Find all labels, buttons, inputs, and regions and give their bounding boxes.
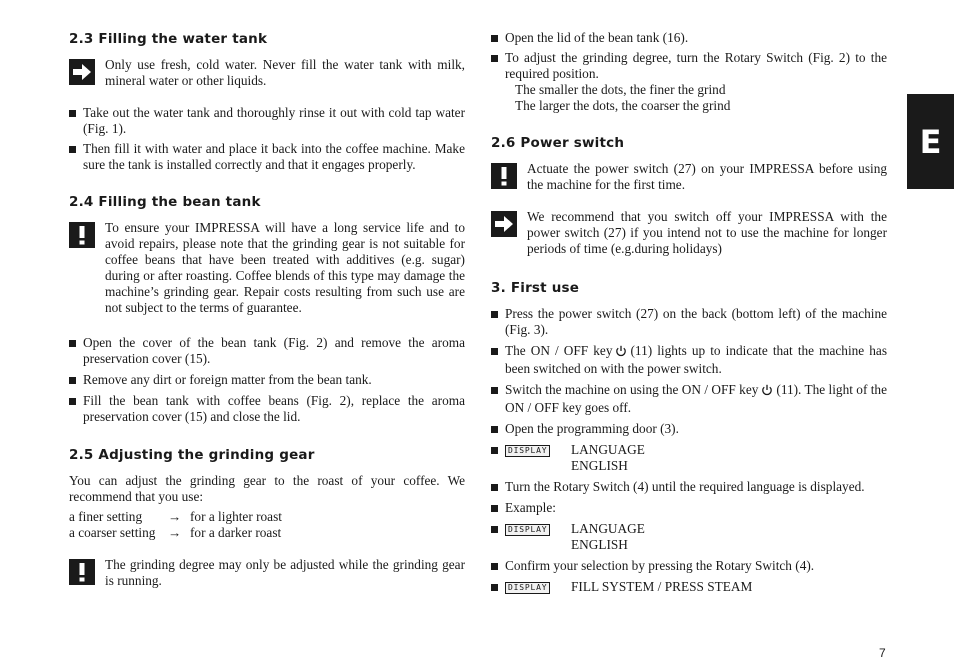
exclamation-icon — [69, 559, 95, 585]
display-badge: DISPLAY — [505, 445, 550, 457]
display-badge: DISPLAY — [505, 582, 550, 594]
list-item: The ON / OFF key (11) lights up to indicate that the machine has been switched on with the power switch. — [491, 343, 887, 377]
arrow-right-icon — [69, 59, 95, 85]
right-column — [491, 30, 887, 595]
grind-intro: You can adjust the grinding gear to the roast of your coffee. We recommend that you use: — [69, 473, 465, 504]
list-item: Example: — [491, 500, 887, 516]
display-item: DISPLAY FILL SYSTEM / PRESS STEAM — [491, 579, 887, 595]
arrow-right-icon — [491, 211, 517, 237]
list-item: Remove any dirt or foreign matter from the bean tank. — [69, 372, 465, 388]
list-item: Switch the machine on using the ON / OFF key (11). The light of the ON / OFF key goes off. — [491, 382, 887, 416]
warning-text: To ensure your IMPRESSA will have a long service life and to avoid repairs, please note that the grinding gear is not suitable for coffee beans that have been treated with additives (e.g. sugar) during or after roasting. Coffee blends of this type may damage the machine’s grinding gear. Repair costs resulting from such use are not subject to the terms of guarantee. — [105, 220, 465, 315]
note-water — [69, 57, 465, 89]
dots-line: The larger the dots, the coarser the grind — [515, 98, 731, 113]
note-power — [491, 209, 887, 257]
display-item: DISPLAY LANGUAGE ENGLISH — [491, 521, 887, 553]
note-text: Only use fresh, cold water. Never fill the water tank with milk, mineral water or other liquids. — [105, 57, 465, 88]
grind-table — [69, 509, 465, 541]
list-item: Confirm your selection by pressing the Rotary Switch (4). — [491, 558, 887, 574]
list-item: To adjust the grinding degree, turn the Rotary Switch (Fig. 2) to the required position. — [491, 50, 887, 82]
list-item: Take out the water tank and thoroughly rinse it out with cold tap water (Fig. 1). — [69, 105, 465, 137]
heading-2-5: 2.5 Adjusting the grinding gear — [69, 447, 315, 463]
language-tab: E — [907, 94, 954, 189]
note-text: We recommend that you switch off your IMPRESSA with the power switch (27) if you intend not to use the machine for longer periods of time (e.g.during holidays) — [527, 209, 887, 256]
dots-line: The smaller the dots, the finer the grind — [515, 82, 726, 97]
warning-power — [491, 161, 887, 193]
heading-2-4: 2.4 Filling the bean tank — [69, 194, 261, 210]
list-item: Turn the Rotary Switch (4) until the required language is displayed. — [491, 479, 887, 495]
warning-text: Actuate the power switch (27) on your IMPRESSA before using the machine for the first time. — [527, 161, 887, 192]
list-item: Open the programming door (3). — [491, 421, 887, 437]
power-icon — [615, 345, 627, 361]
heading-2-6: 2.6 Power switch — [491, 135, 625, 151]
list-item: Press the power switch (27) on the back (bottom left) of the machine (Fig. 3). — [491, 306, 887, 338]
warning-grind — [69, 557, 465, 589]
grind-row: a coarser setting → for a darker roast — [69, 525, 282, 540]
left-column — [69, 30, 465, 589]
list-item: Open the lid of the bean tank (16). — [491, 30, 887, 46]
list-item: Fill the bean tank with coffee beans (Fig. 2), replace the aroma preservation cover (15) and close the lid. — [69, 393, 465, 425]
list-item: Open the cover of the bean tank (Fig. 2) and remove the aroma preservation cover (15). — [69, 335, 465, 367]
exclamation-icon — [69, 222, 95, 248]
heading-2-3: 2.3 Filling the water tank — [69, 31, 268, 47]
warning-bean — [69, 220, 465, 316]
display-item: DISPLAY LANGUAGE ENGLISH — [491, 442, 887, 474]
heading-3: 3. First use — [491, 280, 580, 296]
power-icon — [761, 384, 773, 400]
list-item: Then fill it with water and place it back into the coffee machine. Make sure the tank is installed correctly and that it engages properly. — [69, 141, 465, 173]
page-number: 7 — [879, 646, 886, 660]
warning-text: The grinding degree may only be adjusted while the grinding gear is running. — [105, 557, 465, 588]
exclamation-icon — [491, 163, 517, 189]
grind-row: a finer setting → for a lighter roast — [69, 509, 282, 524]
display-badge: DISPLAY — [505, 524, 550, 536]
